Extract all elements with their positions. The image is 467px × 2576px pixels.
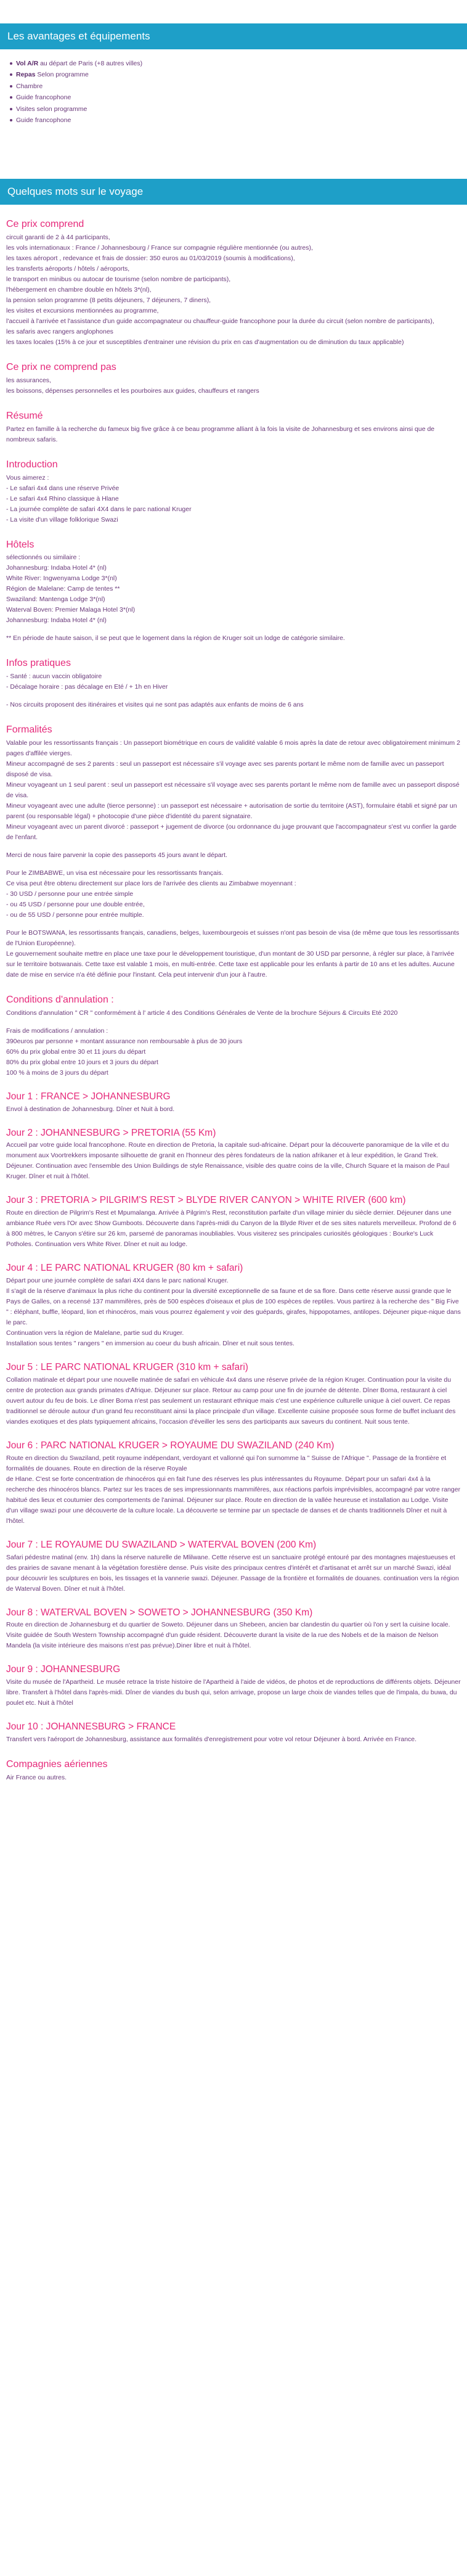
section-note-hotels: ** En période de haute saison, il se peut que le logement dans la région de Kruger soit un lodge de catégorie similaire. [6, 634, 345, 642]
advantage-item [10, 92, 467, 103]
section-title-hotels: Hôtels [6, 539, 35, 550]
day-title: Jour 7 : LE ROYAUME DU SWAZILAND > WATERVAL BOVEN (200 Km) [6, 1539, 317, 1550]
day-title: Jour 8 : WATERVAL BOVEN > SOWETO > JOHANNESBURG (350 Km) [6, 1607, 313, 1618]
section-title-airlines: Compagnies aériennes [6, 1759, 108, 1770]
advantages-header: Les avantages et équipements [0, 23, 467, 49]
day-text: Départ pour une journée complète de safari 4X4 dans le parc national Kruger. Il s'agit de la réserve d'animaux la plus riche du continent pour la diversité exceptionnelle de sa faune et de sa flore. Dans cette réserve aussi grande que le Pays de Galles, on a recensé 137 mammifères, près de 500 espèces d'oiseaux et plus de 100 espèces de reptiles. Vous partirez à la recherche des " Big Five " : éléphant, buffle, léopard, lion et rhinocéros, mais vous pourrez également y voir des guépards, girafes, hippopotames, antilopes. Déjeuner pique-nique dans le parc. Continuation vers la région de Malelane, partie sud du Kruger. Installation sous tentes " rangers " en immersion au coeur du bush africain. Dîner et nuit sous tentes. [6, 1277, 461, 1348]
section-text-annulation-1: Conditions d'annulation " CR " conformément à l' article 4 des Conditions Générales de Vente de la brochure Séjours & Circuits Eté 2020 [6, 1009, 398, 1017]
section-title-infos: Infos pratiques [6, 658, 71, 669]
section-title-resume: Résumé [6, 411, 43, 422]
advantage-item-text: Visites selon programme [16, 105, 87, 113]
section-title-introduction: Introduction [6, 459, 58, 470]
section-title-prix-comprend: Ce prix comprend [6, 219, 84, 230]
section-text-formalites-3: Pour le ZIMBABWE, un visa est nécessaire pour les ressortissants français. Ce visa peut être obtenu directement sur place lors de l'arrivée des clients au Zimbabwe moyennant : - 30 USD / personne pour une entrée simple - ou 45 USD / personne pour une double entrée, - ou de 55 USD / personne pour entrée multiple. [6, 869, 296, 919]
day-text: Envol à destination de Johannesburg. Dîner et Nuit à bord. [6, 1105, 175, 1113]
advantage-item-text: Guide francophone [16, 116, 71, 124]
section-text-prix-comprend: circuit garanti de 2 à 44 participants, les vols internationaux : France / Johannesbourg / France sur compagnie régulière mentionnée (ou autres), les taxes aéroport , redevance et frais de dossier: 350 euros au 01/03/2019 (soumis à modifications), les transferts aéroports / hôtels / aéroports, le transport en minibus ou autocar de tourisme (selon nombre de participants), l'hébergement en chambre double en hôtels 3*(nl), la pension selon programme (8 petits déjeuners, 7 déjeuners, 7 diners), les visites et excursions mentionnées au programme, l'accueil à l'arrivée et l'assistance d'un guide accompagnateur ou chauffeur-guide francophone pour la durée du circuit (selon nombre de participants), les safaris avec rangers anglophones les taxes locales (15% à ce jour et susceptibles d'entrainer une révision du prix en cas d'augmentation ou de diminution du taux applicable) [6, 234, 434, 347]
day-title: Jour 2 : JOHANNESBURG > PRETORIA (55 Km) [6, 1127, 216, 1138]
trip-header: Quelques mots sur le voyage [0, 179, 467, 205]
day-title: Jour 4 : LE PARC NATIONAL KRUGER (80 km + safari) [6, 1263, 243, 1274]
advantage-item-text: Guide francophone [16, 94, 71, 102]
advantage-item [10, 81, 467, 92]
day-title: Jour 9 : JOHANNESBURG [6, 1664, 121, 1675]
day-title: Jour 3 : PRETORIA > PILGRIM'S REST > BLYDE RIVER CANYON > WHITE RIVER (600 km) [6, 1195, 406, 1206]
section-text-formalites-1: Valable pour les ressortissants français : Un passeport biométrique en cours de validité valable 6 mois après la date de retour avec obligatoirement minimum 2 pages d'affilée vierges. Mineur accompagné de ses 2 parents : seul un passeport est nécessaire s'il voyage avec ses parents portant le même nom de famille avec un passeport disposé de visa. Mineur voyageant un 1 seul parent : seul un passeport est nécessaire s'il voyage avec ses parents portant le même nom de famille avec un passeport disposé de visa. Mineur voyageant avec une adulte (tierce personne) : un passeport est nécessaire + autorisation de sortie du territoire (AST), formulaire établi et signé par un parent (ou responsable légal) + photocopie d'une pièce d'identité du parent signataire. Mineur voyageant avec un parent divorcé : passeport + jugement de divorce (ou ordonnance du juge prouvant que l'accompagnateur s'est vu confier la garde de l'enfant. [6, 739, 460, 842]
section-title-prix-ne-comprend: Ce prix ne comprend pas [6, 362, 116, 373]
page [0, 23, 467, 1802]
trip-content [0, 218, 467, 1801]
section-title-annulation: Conditions d'annulation : [6, 995, 114, 1006]
advantage-item [10, 69, 467, 80]
advantage-item-strong: Vol A/R [16, 60, 39, 68]
day-title: Jour 5 : LE PARC NATIONAL KRUGER (310 km + safari) [6, 1362, 248, 1373]
advantage-item-text: Chambre [16, 82, 43, 90]
day-text: Accueil par votre guide local francophone. Route en direction de Pretoria, la capitale sud-africaine. Départ pour la découverte panoramique de la ville et du monument aux Voortrekkers imposante silhouette de granit en l'honneur des pères fondateurs de la nation afrikaner et à leur expédition, le Grand Trek. Déjeuner. Continuation avec l'ensemble des Union Buildings de style Renaissance, visible des quatre coins de la ville, Church Square et la maison de Paul Kruger. Dîner et nuit à l'hôtel. [6, 1141, 450, 1181]
advantage-item [10, 115, 467, 126]
advantage-item [10, 58, 467, 69]
day-text: Collation matinale et départ pour une nouvelle matinée de safari en véhicule 4x4 dans une réserve privée de la région Kruger. Continuation pour la visite du centre de protection aux grands primates d'Afrique. Déjeuner sur place. Retour au camp pour une fin de journée de détente. Dîner Boma, restaurant à ciel ouvert autour du feu de bois. Le dîner Boma n'est pas seulement un restaurant ethnique mais c'est une expérience culturelle unique à ciel ouvert. Ce repas traditionnel se déroule autour d'un grand feu reconstituant ainsi la place principale d'un village. Excellente cuisine proposée sous forme de buffet incluant des viandes exotiques et des plats typiquement africains, l'occasion d'éveiller les sens des participants aux saveurs du continent. Nuit sous tente. [6, 1376, 456, 1425]
section-text-resume: Partez en famille à la recherche du fameux big five grâce à ce beau programme alliant à la fois la visite de Johannesburg et ses environs ainsi que de nombreux safaris. [6, 425, 435, 443]
section-text-annulation-2: Frais de modifications / annulation : 390euros par personne + montant assurance non remboursable à plus de 30 jours 60% du prix global entre 30 et 11 jours du départ 80% du prix global entre 10 jours et 3 jours du départ 100 % à moins de 3 jours du départ [6, 1027, 243, 1077]
section-text-formalites-4: Pour le BOTSWANA, les ressortissants français, canadiens, belges, luxembourgeois et suisses n'ont pas besoin de visa (de même que tous les ressortissants de l'Union Européenne). Le gouvernement souhaite mettre en place une taxe pour le développement touristique, d'un montant de 30 USD par personne, à régler sur place, à l'arrivée sur le territoire botswanais. Cette taxe est valable 1 mois, en multi-entrée. Cette taxe est applicable pour les enfants à partir de 10 ans et les adultes. Aucune date de mise en service n'a été définie pour l'instant. Cela peut intervenir d'un jour à l'autre. [6, 929, 460, 979]
section-text-introduction: Vous aimerez : - Le safari 4x4 dans une réserve Privée - Le safari 4x4 Rhino classique à Hlane - La journée complète de safari 4X4 dans le parc national Kruger - La visite d'un village folklorique Swazi [6, 474, 192, 523]
day-text: Visite du musée de l'Apartheid. Le musée retrace la triste histoire de l'Apartheid à l'aide de vidéos, de photos et de reproductions de différents objets. Déjeuner libre. Transfert à l'hôtel dans l'après-midi. Dîner de viandes du bush qui, selon arrivage, propose un large choix de viandes telles que de l'impala, du buwa, du poulet etc. Nuit à l'hôtel [6, 1678, 461, 1707]
day-text: Safari pédestre matinal (env. 1h) dans la réserve naturelle de Mlilwane. Cette réserve est un sanctuaire protégé entouré par des montagnes majestueuses et des prairies de savane menant à la végétation forestière dense. Puis visite des principaux centres d'intérêt et d'artisanat et arrêt sur un marché Swazi, idéal pour découvrir les sculptures en bois, les tissages et la vannerie swazi. Déjeuner. Passage de la frontière et formalités de douanes. continuation vers la région de Waterval Boven. Dîner et nuit à l'hôtel. [6, 1553, 459, 1593]
day-title: Jour 1 : FRANCE > JOHANNESBURG [6, 1091, 171, 1102]
section-text-hotels: sélectionnés ou similaire : Johannesburg: Indaba Hotel 4* (nl) White River: Ingwenyama Lodge 3*(nl) Région de Malelane: Camp de tentes ** Swaziland: Mantenga Lodge 3*(nl) Waterval Boven: Premier Malaga Hotel 3*(nl) Johannesburg: Indaba Hotel 4* (nl) [6, 554, 136, 625]
advantages-list [0, 58, 467, 126]
advantage-item-strong: Repas [16, 71, 36, 79]
section-text-formalites-2: Merci de nous faire parvenir la copie des passeports 45 jours avant le départ. [6, 851, 227, 859]
day-title: Jour 6 : PARC NATIONAL KRUGER > ROYAUME DU SWAZILAND (240 Km) [6, 1440, 335, 1451]
advantage-item-text: Selon programme [35, 71, 89, 79]
day-text: Route en direction de Johannesburg et du quartier de Soweto. Déjeuner dans un Shebeen, ancien bar clandestin du quartier où l'on y sert la cuisine locale. Visite guidée de South Western Township accompagné d'un guide résident. Découverte durant la visite de la rue des Nobels et de la maison de Nelson Mandela (la visite intérieure des maisons n'est pas prévue).Diner libre et nuit à l'hôtel. [6, 1621, 450, 1650]
section-title-formalites: Formalités [6, 724, 52, 736]
section-text-infos: - Santé : aucun vaccin obligatoire - Décalage horaire : pas décalage en Eté / + 1h en Hiver [6, 673, 168, 691]
advantage-item [10, 104, 467, 115]
day-text: Transfert vers l'aéroport de Johannesburg, assistance aux formalités d'enregistrement pour votre vol retour Déjeuner à bord. Arrivée en France. [6, 1736, 417, 1744]
day-title: Jour 10 : JOHANNESBURG > FRANCE [6, 1721, 176, 1733]
day-text: Route en direction du Swaziland, petit royaume indépendant, verdoyant et vallonné qui l'on surnomme la " Suisse de l'Afrique ". Passage de la frontière et formalités de douanes. Route en direction de la réserve Royale de Hlane. C'est se forte concentration de rhinocéros qui en fait l'une des réserves les plus intéressantes du Royaume. Départ pour un safari 4x4 à la recherche des rhinocéros blancs. Partez sur les traces de ses impressionnants mammifères, aux réactions parfois imprévisibles, accompagné par votre ranger habitué des lieux et coutumier des comportements de l'animal. Déjeuner sur place. Route en direction de la vallée heureuse et installation au Lodge. Visite d'un village swazi pour une découverte de la culture locale. La découverte se termine par un spectacle de danses et de chants traditionnels Dîner et nuit à l'hôtel. [6, 1454, 461, 1525]
itinerary [6, 1091, 461, 1745]
section-text-prix-ne-comprend: les assurances, les boissons, dépenses personnelles et les pourboires aux guides, chauffeurs et rangers [6, 377, 259, 395]
section-text-airlines: Air France ou autres. [6, 1773, 67, 1781]
day-text: Route en direction de Pilgrim's Rest et Mpumalanga. Arrivée à Pilgrim's Rest, reconstitution parfaite d'un village minier du siècle dernier. Déjeuner dans une ambiance Ruée vers l'Or avec Show Gumboots. Découverte dans l'après-midi du Canyon de la Blyde River et de ses sites naturels merveilleux. Profond de 6 à 800 mètres, le Canyon s'étire sur 26 km, parsemé de panoramas inoubliables. Vous visiterez ses principales curiosités géologiques : Bourke's Luck Potholes. Continuation vers White River. Dîner et nuit au lodge. [6, 1209, 457, 1249]
advantage-item-text: au départ de Paris (+8 autres villes) [38, 60, 143, 68]
section-note-infos: - Nos circuits proposent des itinéraires et visites qui ne sont pas adaptés aux enfants de moins de 6 ans [6, 701, 304, 709]
